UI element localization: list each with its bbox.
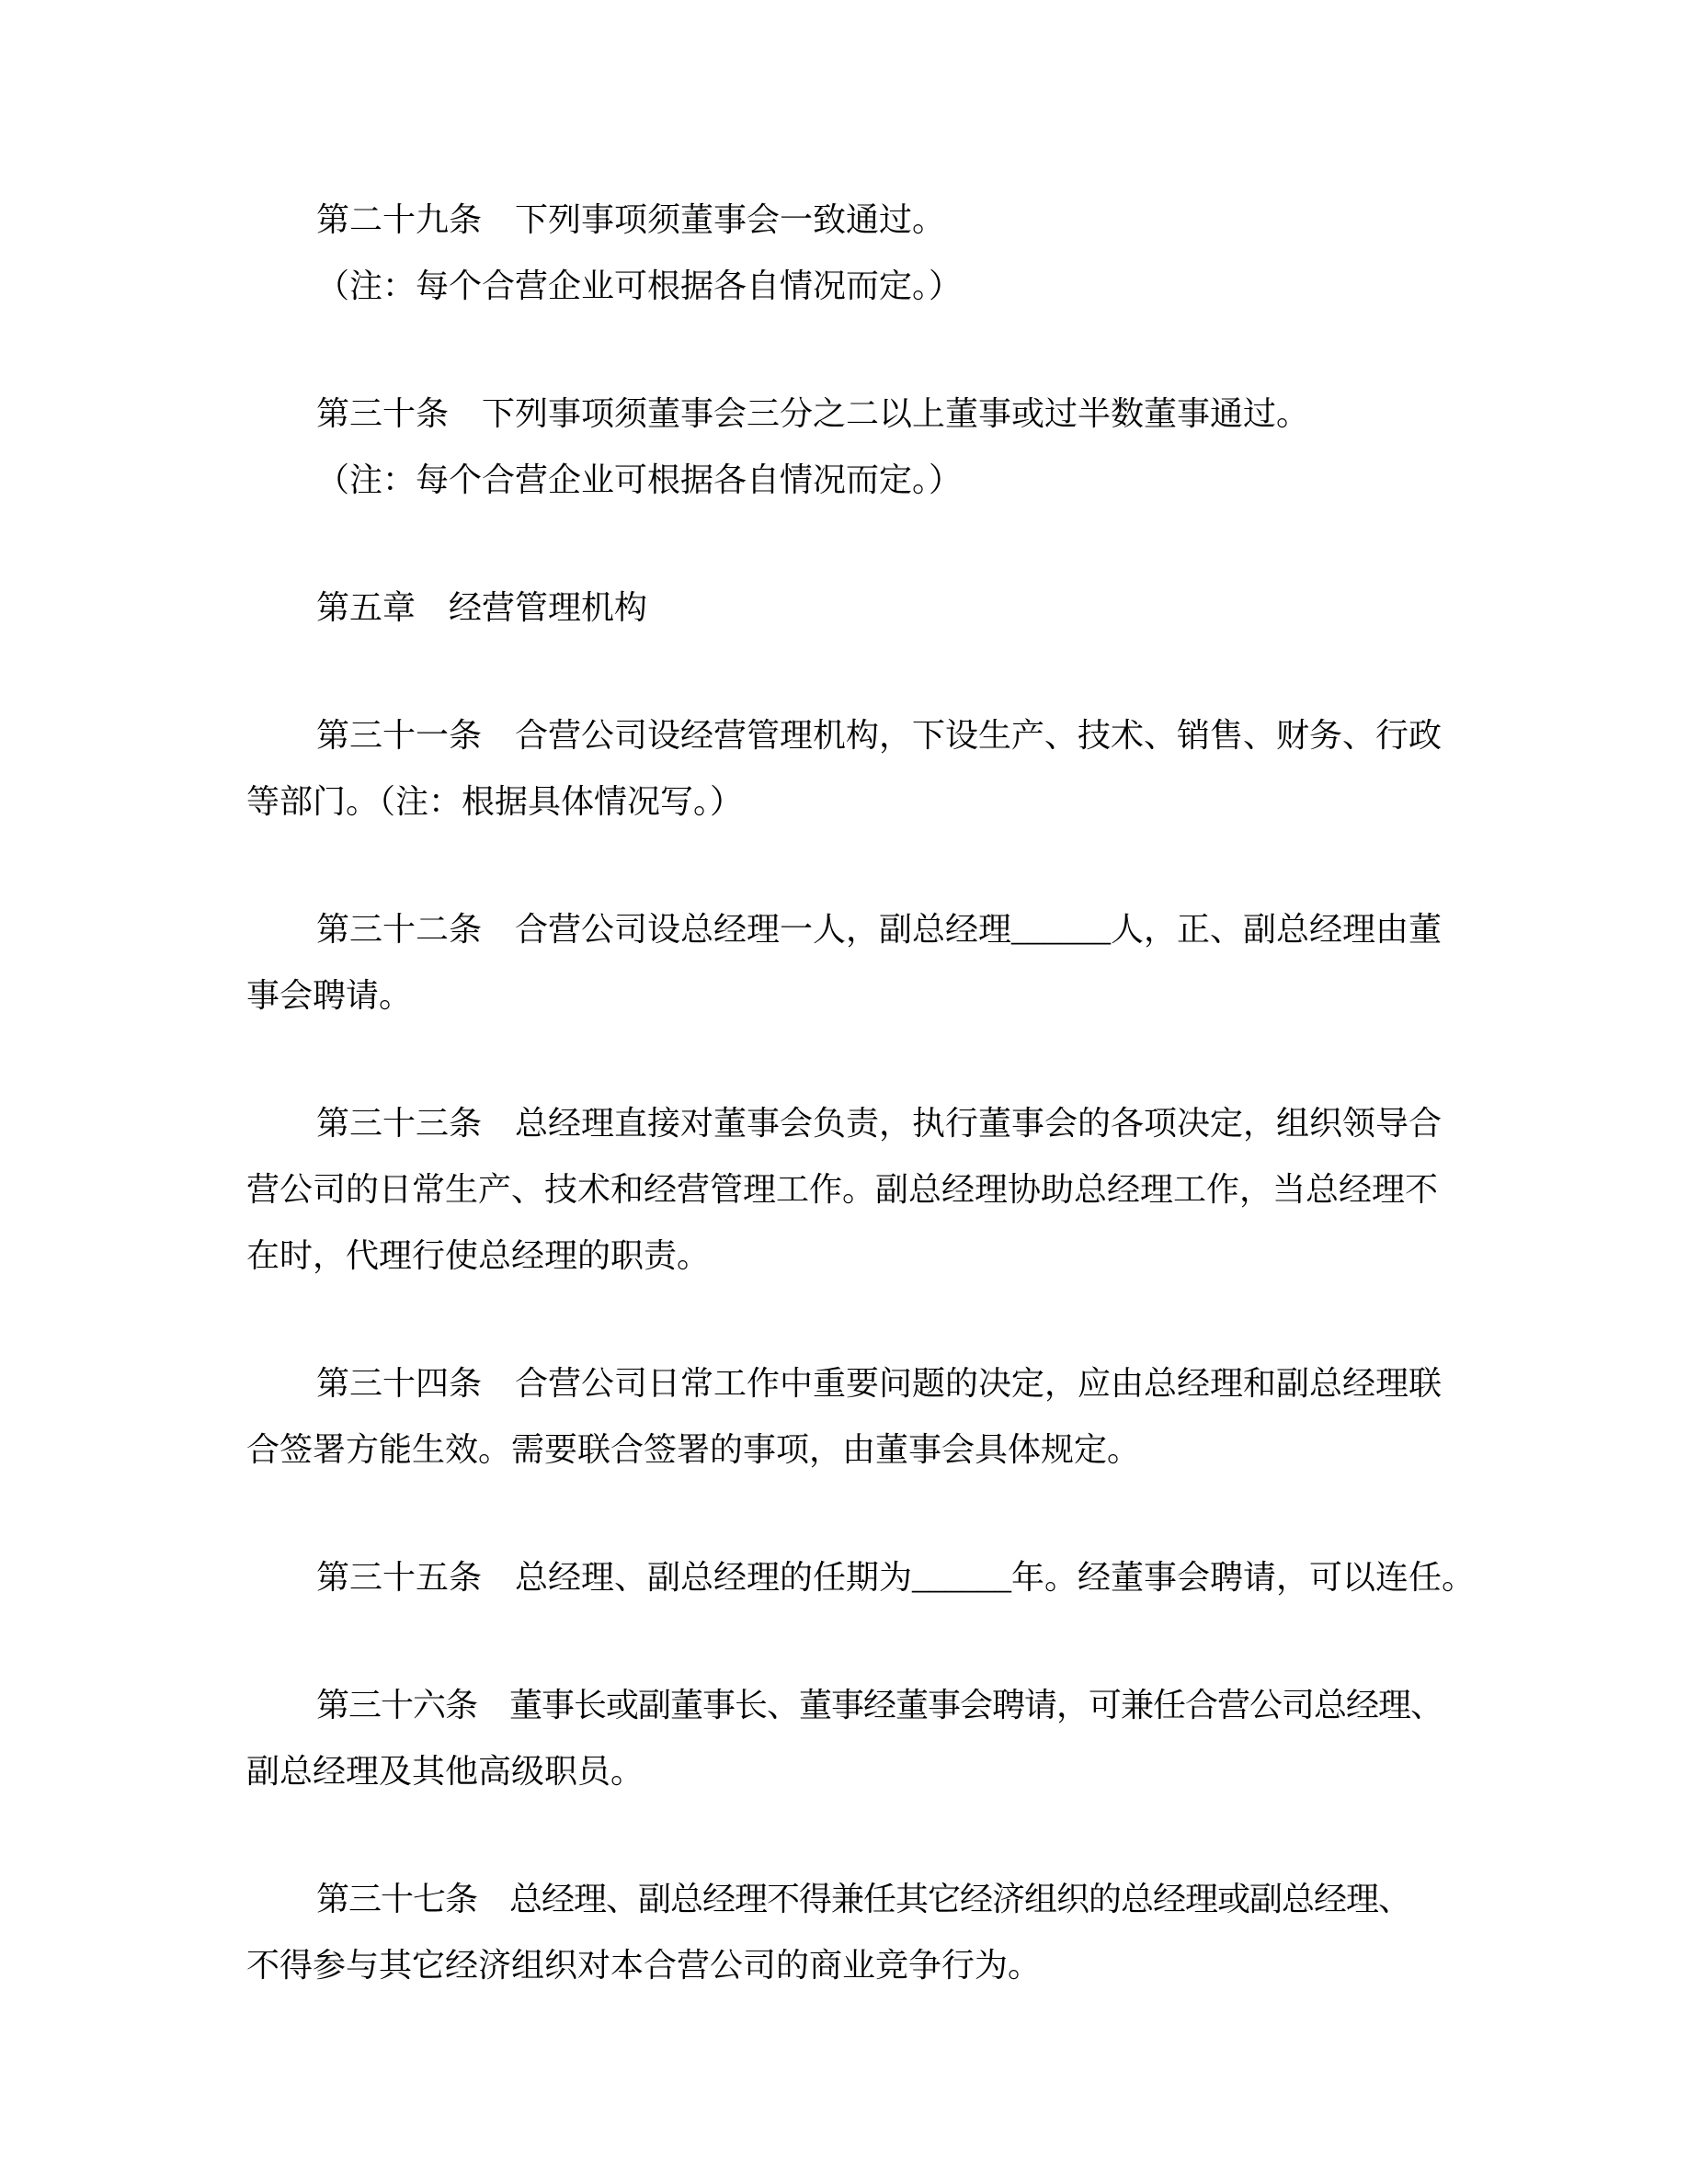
article-31-line-2: 等部门。（注：根据具体情况写。） [246, 783, 744, 820]
paragraph-article-31 [246, 702, 1442, 835]
paragraph-article-36 [246, 1672, 1442, 1804]
chapter-5-heading [246, 574, 1442, 641]
note-30-line-1: （注：每个合营企业可根据各自情况而定。） [316, 461, 963, 498]
paragraph-note-30 [246, 447, 1442, 513]
article-37-line-2: 不得参与其它经济组织对本合营公司的商业竞争行为。 [246, 1947, 1042, 1984]
article-34-line-2: 合签署方能生效。需要联合签署的事项，由董事会具体规定。 [246, 1431, 1141, 1468]
article-33-line-3: 在时，代理行使总经理的职责。 [246, 1237, 711, 1274]
paragraph-article-35 [246, 1544, 1476, 1610]
paragraph-article-34 [246, 1350, 1442, 1483]
paragraph-article-32 [246, 896, 1442, 1029]
article-35-line-1: 第三十五条 总经理、副总经理的任期为______年。经董事会聘请，可以连任。 [316, 1559, 1476, 1596]
paragraph-article-29 [246, 187, 1442, 253]
paragraph-note-29 [246, 253, 1442, 319]
chapter-5-heading-line: 第五章 经营管理机构 [316, 589, 648, 626]
article-31-line-1: 第三十一条 合营公司设经营管理机构，下设生产、技术、销售、财务、行政 [316, 717, 1443, 754]
paragraph-article-33 [246, 1090, 1442, 1289]
article-29-line-1: 第二十九条 下列事项须董事会一致通过。 [316, 201, 946, 238]
paragraph-article-37 [246, 1866, 1442, 1998]
note-29-line-1: （注：每个合营企业可根据各自情况而定。） [316, 267, 963, 304]
article-36-line-1: 第三十六条 董事长或副董事长、董事经董事会聘请，可兼任合营公司总经理、 [316, 1687, 1443, 1723]
article-30-line-1: 第三十条 下列事项须董事会三分之二以上董事或过半数董事通过。 [316, 395, 1310, 432]
article-32-line-2: 事会聘请。 [246, 977, 413, 1014]
article-37-line-1: 第三十七条 总经理、副总经理不得兼任其它经济组织的总经理或副总经理、 [316, 1881, 1411, 1917]
article-36-line-2: 副总经理及其他高级职员。 [246, 1753, 644, 1790]
article-32-line-1: 第三十二条 合营公司设总经理一人，副总经理______人，正、副总经理由董 [316, 911, 1443, 948]
article-33-line-2: 营公司的日常生产、技术和经营管理工作。副总经理协助总经理工作，当总经理不 [246, 1171, 1439, 1208]
paragraph-article-30 [246, 381, 1442, 447]
article-33-line-1: 第三十三条 总经理直接对董事会负责，执行董事会的各项决定，组织领导合 [316, 1105, 1443, 1142]
article-34-line-1: 第三十四条 合营公司日常工作中重要问题的决定，应由总经理和副总经理联 [316, 1365, 1443, 1402]
